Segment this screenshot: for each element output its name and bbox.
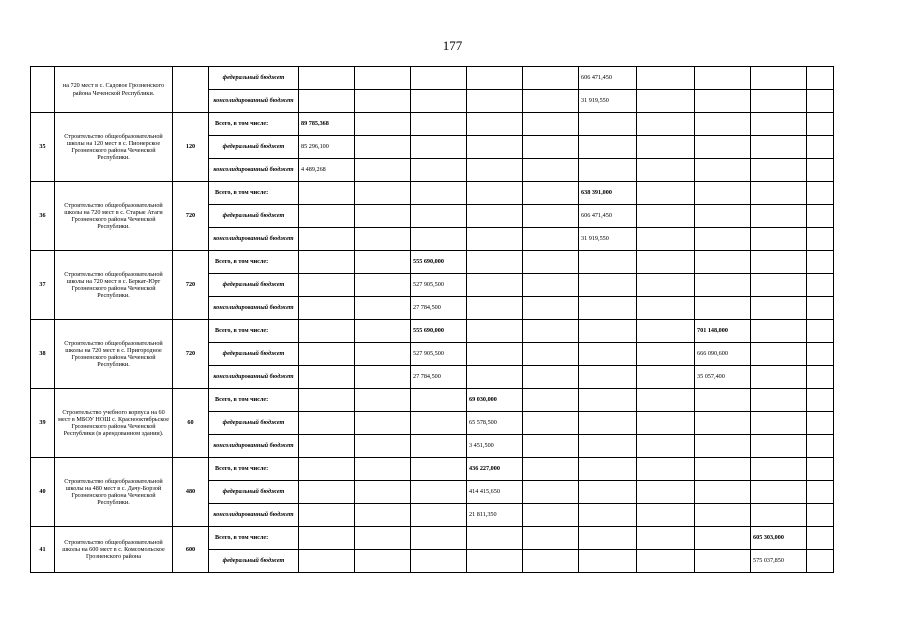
amount-cell — [355, 320, 411, 343]
amount-cell — [523, 504, 579, 527]
amount-cell — [579, 136, 637, 159]
amount-cell — [355, 435, 411, 458]
amount-cell — [467, 274, 523, 297]
amount-cell — [637, 90, 695, 113]
amount-cell — [751, 67, 807, 90]
amount-cell: 414 415,650 — [467, 481, 523, 504]
amount-cell — [299, 274, 355, 297]
amount-cell — [751, 228, 807, 251]
amount-cell — [637, 67, 695, 90]
amount-cell — [355, 159, 411, 182]
amount-cell — [695, 550, 751, 573]
funding-source: федеральный бюджет — [209, 481, 299, 504]
amount-cell — [807, 550, 834, 573]
amount-cell: 35 057,400 — [695, 366, 751, 389]
funding-source: Всего, в том числе: — [209, 458, 299, 481]
amount-cell — [299, 435, 355, 458]
amount-cell — [355, 90, 411, 113]
row-number: 38 — [31, 320, 55, 389]
amount-cell — [467, 251, 523, 274]
amount-cell — [355, 481, 411, 504]
amount-cell — [637, 550, 695, 573]
amount-cell — [695, 527, 751, 550]
amount-cell — [411, 389, 467, 412]
amount-cell — [355, 550, 411, 573]
amount-cell — [751, 412, 807, 435]
amount-cell — [299, 504, 355, 527]
amount-cell — [579, 527, 637, 550]
amount-cell: 527 905,500 — [411, 274, 467, 297]
amount-cell — [411, 90, 467, 113]
object-name: Строительство общеобразовательной школы на 720 мест в с. Беркат-Юрт Грозненского района Чеченской Республики. — [55, 251, 173, 320]
amount-cell — [411, 504, 467, 527]
amount-cell: 527 905,500 — [411, 343, 467, 366]
amount-cell — [523, 412, 579, 435]
amount-cell — [579, 343, 637, 366]
amount-cell — [355, 389, 411, 412]
amount-cell — [695, 228, 751, 251]
amount-cell — [299, 366, 355, 389]
amount-cell — [523, 458, 579, 481]
amount-cell — [523, 251, 579, 274]
amount-cell — [807, 228, 834, 251]
amount-cell: 31 919,550 — [579, 228, 637, 251]
amount-cell — [523, 67, 579, 90]
amount-cell — [637, 320, 695, 343]
amount-cell — [695, 251, 751, 274]
table-row — [31, 182, 834, 205]
funding-source: федеральный бюджет — [209, 136, 299, 159]
row-number: 40 — [31, 458, 55, 527]
amount-cell — [695, 159, 751, 182]
amount-cell — [637, 159, 695, 182]
funding-source: консолидированный бюджет — [209, 504, 299, 527]
amount-cell: 85 296,100 — [299, 136, 355, 159]
amount-cell — [579, 366, 637, 389]
object-name: Строительство общеобразовательной школы на 720 мест в с. Пригородное Грозненского района Чеченской Республики. — [55, 320, 173, 389]
amount-cell — [411, 67, 467, 90]
amount-cell — [467, 113, 523, 136]
amount-cell — [807, 481, 834, 504]
funding-source: федеральный бюджет — [209, 412, 299, 435]
amount-cell — [751, 389, 807, 412]
amount-cell — [751, 481, 807, 504]
amount-cell — [751, 182, 807, 205]
table-row — [31, 67, 834, 90]
amount-cell — [637, 113, 695, 136]
amount-cell — [411, 458, 467, 481]
funding-source: Всего, в том числе: — [209, 389, 299, 412]
amount-cell — [355, 297, 411, 320]
amount-cell — [523, 90, 579, 113]
amount-cell: 21 811,350 — [467, 504, 523, 527]
amount-cell — [807, 205, 834, 228]
amount-cell: 605 303,000 — [751, 527, 807, 550]
amount-cell — [807, 159, 834, 182]
funding-source: Всего, в том числе: — [209, 527, 299, 550]
amount-cell — [579, 435, 637, 458]
amount-cell — [807, 297, 834, 320]
amount-cell — [751, 90, 807, 113]
amount-cell — [299, 320, 355, 343]
amount-cell — [299, 481, 355, 504]
amount-cell — [695, 205, 751, 228]
amount-cell: 606 471,450 — [579, 205, 637, 228]
amount-cell — [467, 67, 523, 90]
amount-cell: 606 471,450 — [579, 67, 637, 90]
amount-cell — [299, 389, 355, 412]
amount-cell — [807, 412, 834, 435]
amount-cell — [355, 228, 411, 251]
funding-source: Всего, в том числе: — [209, 251, 299, 274]
amount-cell — [411, 159, 467, 182]
amount-cell — [523, 205, 579, 228]
funding-source: консолидированный бюджет — [209, 366, 299, 389]
amount-cell: 555 690,000 — [411, 320, 467, 343]
funding-source: Всего, в том числе: — [209, 320, 299, 343]
amount-cell — [355, 136, 411, 159]
page-number: 177 — [442, 38, 463, 53]
amount-cell — [751, 136, 807, 159]
amount-cell — [695, 67, 751, 90]
amount-cell — [637, 366, 695, 389]
object-name: Строительство общеобразовательной школы на 120 мест в с. Пионерское Грозненского района Чеченской Республики. — [55, 113, 173, 182]
amount-cell — [807, 458, 834, 481]
amount-cell — [695, 389, 751, 412]
amount-cell — [695, 136, 751, 159]
amount-cell — [807, 343, 834, 366]
table-row — [31, 320, 834, 343]
funding-source: федеральный бюджет — [209, 67, 299, 90]
amount-cell — [523, 550, 579, 573]
amount-cell — [807, 389, 834, 412]
amount-cell — [637, 136, 695, 159]
capacity: 60 — [173, 389, 209, 458]
amount-cell — [637, 182, 695, 205]
row-number-empty — [31, 67, 55, 113]
table-row — [31, 458, 834, 481]
amount-cell — [751, 113, 807, 136]
amount-cell — [299, 343, 355, 366]
amount-cell — [637, 389, 695, 412]
funding-source: консолидированный бюджет — [209, 297, 299, 320]
amount-cell — [523, 366, 579, 389]
amount-cell — [579, 320, 637, 343]
amount-cell — [299, 527, 355, 550]
amount-cell — [695, 412, 751, 435]
amount-cell — [299, 458, 355, 481]
amount-cell — [411, 435, 467, 458]
capacity: 720 — [173, 182, 209, 251]
amount-cell — [355, 113, 411, 136]
amount-cell — [523, 389, 579, 412]
amount-cell — [523, 297, 579, 320]
amount-cell — [637, 297, 695, 320]
amount-cell — [695, 182, 751, 205]
amount-cell: 31 919,550 — [579, 90, 637, 113]
amount-cell — [807, 320, 834, 343]
table-row — [31, 389, 834, 412]
amount-cell: 638 391,000 — [579, 182, 637, 205]
amount-cell — [751, 435, 807, 458]
amount-cell — [751, 366, 807, 389]
amount-cell — [637, 228, 695, 251]
funding-source: консолидированный бюджет — [209, 159, 299, 182]
amount-cell — [355, 67, 411, 90]
amount-cell — [637, 412, 695, 435]
amount-cell — [355, 412, 411, 435]
amount-cell — [579, 159, 637, 182]
amount-cell — [467, 343, 523, 366]
amount-cell — [579, 481, 637, 504]
amount-cell — [411, 113, 467, 136]
amount-cell — [355, 182, 411, 205]
amount-cell — [807, 136, 834, 159]
amount-cell — [579, 251, 637, 274]
amount-cell — [467, 366, 523, 389]
amount-cell — [523, 228, 579, 251]
funding-source: Всего, в том числе: — [209, 113, 299, 136]
object-name: на 720 мест в с. Садовое Грозненского района Чеченской Республики. — [55, 67, 173, 113]
amount-cell — [637, 251, 695, 274]
table-row — [31, 527, 834, 550]
amount-cell — [355, 251, 411, 274]
amount-cell — [411, 205, 467, 228]
amount-cell — [411, 228, 467, 251]
capacity: 480 — [173, 458, 209, 527]
funding-source: консолидированный бюджет — [209, 90, 299, 113]
table-row — [31, 251, 834, 274]
amount-cell: 89 785,368 — [299, 113, 355, 136]
amount-cell — [637, 343, 695, 366]
row-number: 35 — [31, 113, 55, 182]
amount-cell — [751, 205, 807, 228]
amount-cell — [695, 504, 751, 527]
amount-cell — [579, 412, 637, 435]
amount-cell — [807, 113, 834, 136]
funding-source: федеральный бюджет — [209, 205, 299, 228]
amount-cell — [637, 504, 695, 527]
amount-cell — [523, 182, 579, 205]
amount-cell — [355, 343, 411, 366]
amount-cell — [695, 458, 751, 481]
amount-cell — [467, 527, 523, 550]
funding-source: консолидированный бюджет — [209, 228, 299, 251]
capacity-empty — [173, 67, 209, 113]
amount-cell — [579, 458, 637, 481]
amount-cell — [637, 205, 695, 228]
table-row — [31, 113, 834, 136]
amount-cell — [467, 159, 523, 182]
object-name: Строительство общеобразовательной школы на 600 мест в с. Комсомольское Грозненского района — [55, 527, 173, 573]
amount-cell — [467, 90, 523, 113]
amount-cell — [299, 182, 355, 205]
amount-cell — [807, 527, 834, 550]
amount-cell — [695, 297, 751, 320]
amount-cell — [467, 228, 523, 251]
amount-cell — [523, 343, 579, 366]
amount-cell — [637, 435, 695, 458]
funding-source: федеральный бюджет — [209, 343, 299, 366]
amount-cell — [355, 274, 411, 297]
amount-cell — [637, 274, 695, 297]
amount-cell — [637, 458, 695, 481]
funding-source: Всего, в том числе: — [209, 182, 299, 205]
amount-cell — [579, 274, 637, 297]
row-number: 41 — [31, 527, 55, 573]
funding-source: федеральный бюджет — [209, 274, 299, 297]
amount-cell — [411, 412, 467, 435]
capacity: 720 — [173, 251, 209, 320]
amount-cell — [467, 550, 523, 573]
amount-cell — [807, 274, 834, 297]
amount-cell — [523, 113, 579, 136]
amount-cell: 575 037,850 — [751, 550, 807, 573]
object-name: Строительство учебного корпуса на 60 мест в МБОУ НОШ с. Краснооктябрьское Грозненского района Чеченской Республики (в арендованном здании). — [55, 389, 173, 458]
amount-cell — [299, 412, 355, 435]
amount-cell: 3 451,500 — [467, 435, 523, 458]
amount-cell — [751, 159, 807, 182]
amount-cell — [807, 504, 834, 527]
amount-cell: 69 030,000 — [467, 389, 523, 412]
amount-cell: 701 148,000 — [695, 320, 751, 343]
amount-cell — [807, 366, 834, 389]
object-name: Строительство общеобразовательной школы на 720 мест в с. Старые Атаги Грозненского района Чеченской Республики. — [55, 182, 173, 251]
amount-cell — [579, 550, 637, 573]
amount-cell — [751, 251, 807, 274]
amount-cell — [637, 527, 695, 550]
capacity: 720 — [173, 320, 209, 389]
amount-cell — [523, 136, 579, 159]
amount-cell — [411, 527, 467, 550]
amount-cell — [807, 67, 834, 90]
amount-cell — [299, 550, 355, 573]
amount-cell — [467, 297, 523, 320]
amount-cell — [695, 274, 751, 297]
amount-cell — [579, 113, 637, 136]
amount-cell — [411, 550, 467, 573]
amount-cell: 27 784,500 — [411, 366, 467, 389]
amount-cell — [299, 90, 355, 113]
capacity: 120 — [173, 113, 209, 182]
amount-cell — [299, 297, 355, 320]
amount-cell — [411, 481, 467, 504]
funding-source: федеральный бюджет — [209, 550, 299, 573]
amount-cell — [695, 435, 751, 458]
amount-cell — [523, 320, 579, 343]
amount-cell — [751, 504, 807, 527]
amount-cell — [355, 504, 411, 527]
amount-cell — [637, 481, 695, 504]
amount-cell — [299, 67, 355, 90]
amount-cell — [355, 205, 411, 228]
amount-cell — [299, 251, 355, 274]
amount-cell: 27 784,500 — [411, 297, 467, 320]
amount-cell: 666 090,600 — [695, 343, 751, 366]
amount-cell — [695, 481, 751, 504]
budget-table — [30, 66, 834, 573]
object-name: Строительство общеобразовательной школы на 480 мест в с. Дачу-Борзой Грозненского района Чеченской Республики. — [55, 458, 173, 527]
amount-cell — [807, 435, 834, 458]
amount-cell — [807, 251, 834, 274]
amount-cell: 65 578,500 — [467, 412, 523, 435]
amount-cell — [751, 458, 807, 481]
amount-cell — [523, 159, 579, 182]
amount-cell — [523, 527, 579, 550]
amount-cell — [807, 182, 834, 205]
amount-cell: 436 227,000 — [467, 458, 523, 481]
row-number: 39 — [31, 389, 55, 458]
amount-cell — [523, 274, 579, 297]
amount-cell — [751, 297, 807, 320]
amount-cell: 4 489,268 — [299, 159, 355, 182]
capacity: 600 — [173, 527, 209, 573]
amount-cell — [523, 481, 579, 504]
amount-cell: 555 690,000 — [411, 251, 467, 274]
amount-cell — [807, 90, 834, 113]
amount-cell — [299, 228, 355, 251]
amount-cell — [355, 366, 411, 389]
amount-cell — [523, 435, 579, 458]
amount-cell — [467, 205, 523, 228]
amount-cell — [579, 297, 637, 320]
amount-cell — [411, 182, 467, 205]
row-number: 36 — [31, 182, 55, 251]
amount-cell — [467, 320, 523, 343]
amount-cell — [467, 136, 523, 159]
amount-cell — [695, 113, 751, 136]
amount-cell — [411, 136, 467, 159]
amount-cell — [355, 458, 411, 481]
amount-cell — [695, 90, 751, 113]
amount-cell — [751, 343, 807, 366]
amount-cell — [579, 504, 637, 527]
amount-cell — [579, 389, 637, 412]
row-number: 37 — [31, 251, 55, 320]
amount-cell — [751, 320, 807, 343]
amount-cell — [467, 182, 523, 205]
amount-cell — [751, 274, 807, 297]
amount-cell — [355, 527, 411, 550]
funding-source: консолидированный бюджет — [209, 435, 299, 458]
amount-cell — [299, 205, 355, 228]
